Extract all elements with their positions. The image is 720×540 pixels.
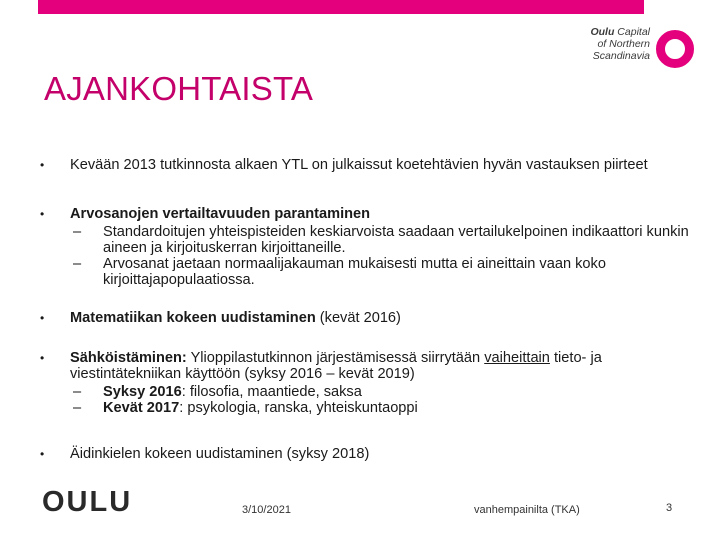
footer-date: 3/10/2021	[242, 504, 291, 516]
bullet-glyph: •	[40, 311, 45, 325]
sub-item: – Kevät 2017: psykologia, ranska, yhteiskuntaoppi	[73, 400, 418, 416]
page-number: 3	[666, 502, 673, 514]
oulu-footer-logo: OULU	[42, 486, 133, 518]
sub-list	[70, 224, 690, 288]
bullet-glyph: •	[40, 158, 45, 172]
dash-glyph: –	[73, 384, 82, 400]
bullet-heading: Sähköistäminen:	[70, 350, 187, 366]
sub-item-text: Arvosanat jaetaan normaalijakauman mukaisesti mutta ei aineittain vaan koko kirjoittajapopulaatiossa.	[103, 256, 606, 288]
bullet-glyph: •	[40, 447, 45, 461]
bullet-heading: Matematiikan kokeen uudistaminen	[70, 310, 316, 326]
sub-list	[70, 384, 690, 416]
footer-text: vanhempainilta (TKA)	[474, 504, 580, 516]
sub-item-text: Standardoitujen yhteispisteiden keskiarvoista saadaan vertailukelpoinen indikaattori kunkin aineen ja kirjoituskerran kirjoittaneille.	[103, 224, 689, 256]
sub-item	[70, 256, 690, 288]
brand-ring-icon	[656, 30, 694, 68]
dash-glyph: –	[73, 256, 82, 272]
slide-title: AJANKOHTAISTA	[44, 70, 314, 107]
brand-text: Oulu Capital of Northern Scandinavia	[590, 26, 650, 62]
top-accent-bar	[38, 0, 644, 14]
dash-glyph: –	[73, 400, 82, 416]
bullet-glyph: •	[40, 351, 45, 365]
bullet-heading: Arvosanojen vertailtavuuden parantaminen	[70, 206, 371, 222]
sub-item: – Syksy 2016: filosofia, maantiede, saksa	[73, 384, 362, 400]
bullet-text: (kevät 2016)	[315, 310, 401, 326]
bullet-text: Kevään 2013 tutkinnosta alkaen YTL on julkaissut koetehtävien hyvän vastauksen piirteet	[70, 157, 648, 173]
dash-glyph: –	[73, 224, 82, 240]
bullet-text: Sähköistäminen: Ylioppilastutkinnon järjestämisessä siirrytään vaiheittain tieto- ja viestintätekniikan käyttöön (syksy 2016 – kevät 2019)	[70, 350, 602, 382]
bullet-glyph: •	[40, 207, 45, 221]
bullet-text: Äidinkielen kokeen uudistaminen (syksy 2018)	[70, 446, 370, 462]
sub-item	[70, 224, 690, 256]
underlined-word: vaiheittain	[484, 350, 550, 366]
oulu-capital-brand-logo	[576, 24, 706, 74]
